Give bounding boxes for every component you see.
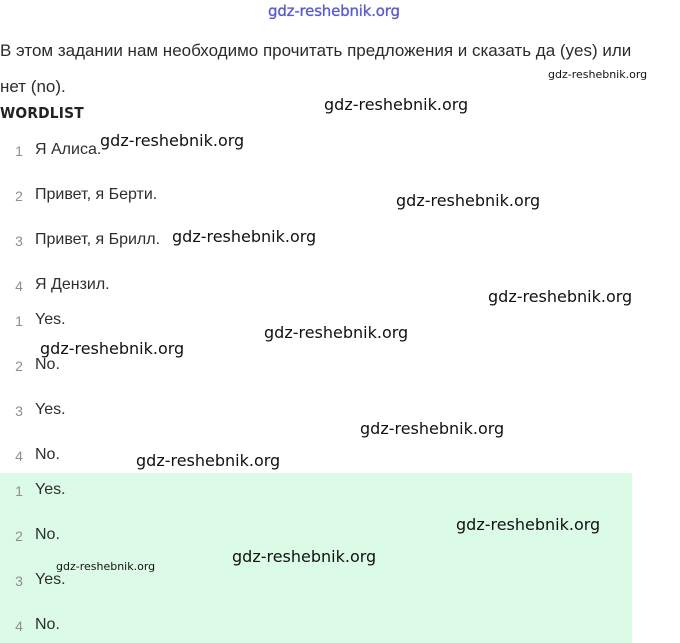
item-text: Привет, я Берти. xyxy=(35,186,158,203)
item-text: Yes. xyxy=(35,481,66,498)
item-text: Yes. xyxy=(35,311,66,328)
item-number: 2 xyxy=(15,358,23,374)
watermark: gdz-reshebnik.org xyxy=(136,451,281,470)
item-number: 4 xyxy=(15,448,23,464)
item-number: 2 xyxy=(15,528,23,544)
item-number: 2 xyxy=(15,188,23,204)
item-text: Привет, я Брилл. xyxy=(35,231,161,248)
watermark: gdz-reshebnik.org xyxy=(40,339,185,358)
watermark: gdz-reshebnik.org xyxy=(360,419,505,438)
item-number: 1 xyxy=(15,143,23,159)
item-number: 4 xyxy=(15,278,23,294)
item-text: No. xyxy=(35,446,60,463)
item-text: No. xyxy=(35,526,60,543)
item-text: No. xyxy=(35,356,60,373)
item-number: 1 xyxy=(15,313,23,329)
watermark: gdz-reshebnik.org xyxy=(56,560,156,573)
item-text: Yes. xyxy=(35,571,66,588)
item-number: 3 xyxy=(15,573,23,589)
watermark: gdz-reshebnik.org xyxy=(488,287,633,306)
watermark: gdz-reshebnik.org xyxy=(456,515,601,534)
intro-text: В этом задании нам необходимо прочитать предложения и сказать да (yes) или нет (no). xyxy=(0,41,632,96)
wordlist-title: WORDLIST xyxy=(0,104,84,122)
watermark: gdz-reshebnik.org xyxy=(100,131,245,150)
watermark: gdz-reshebnik.org xyxy=(548,68,648,81)
watermark: gdz-reshebnik.org xyxy=(264,323,409,342)
item-text: Я Алиса. xyxy=(35,141,102,158)
watermark: gdz-reshebnik.org xyxy=(172,227,317,246)
watermark: gdz-reshebnik.org xyxy=(232,547,377,566)
watermark: gdz-reshebnik.org xyxy=(396,191,541,210)
header-watermark: gdz-reshebnik.org xyxy=(268,2,400,20)
item-text: No. xyxy=(35,616,60,633)
item-number: 3 xyxy=(15,403,23,419)
item-number: 1 xyxy=(15,483,23,499)
item-text: Я Дензил. xyxy=(35,276,110,293)
item-text: Yes. xyxy=(35,401,66,418)
watermark: gdz-reshebnik.org xyxy=(324,95,469,114)
item-number: 3 xyxy=(15,233,23,249)
item-number: 4 xyxy=(15,618,23,634)
